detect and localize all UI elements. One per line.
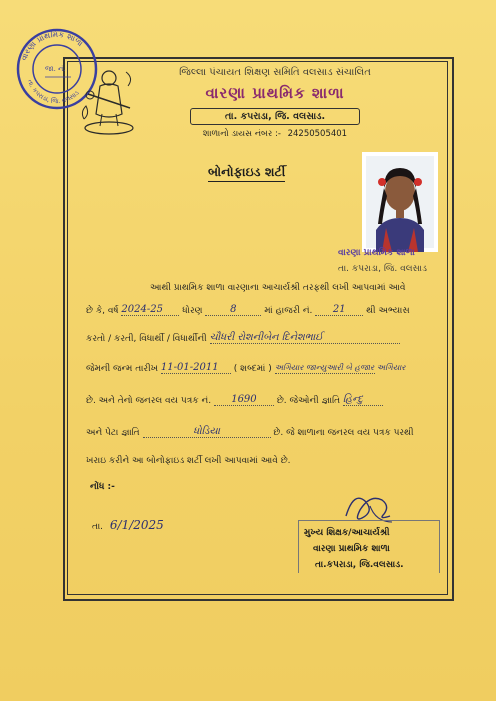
body-row-5 — [86, 426, 414, 438]
student-name-value: ચૌધરી રોશનીબેન દિનેશભાઈ — [209, 332, 323, 343]
standard-value: 8 — [230, 304, 237, 315]
body-row-4 — [86, 394, 383, 406]
svg-text:જા. નં.: જા. નં. — [45, 65, 66, 73]
row3-label-dob: જેમની જન્મ તારીખ — [86, 364, 159, 374]
school-address: તા. કપરાડા, જિ. વલસાડ. — [190, 108, 360, 125]
body-row-6: ખરાઇ કરીને આ બોનોફાઇડ શર્ટી લખી આપવામાં આવે છે. — [86, 456, 291, 466]
body-row-1 — [86, 304, 410, 316]
register-value: 1690 — [231, 394, 257, 405]
row5-label-register-ref: છે. જે શાળાના જનરલ વય પત્રક પરથી — [273, 428, 414, 438]
dise-number: 24250505401 — [287, 129, 348, 139]
signatory-title: મુખ્ય શિક્ષક/આચાર્યશ્રી — [304, 528, 390, 538]
row4-label-register: છે. અને તેનો જનરલ વય પત્રક નં. — [86, 396, 212, 406]
row2-label-student: કરતો / કરતી, વિધાર્થી / વિધાર્થીની — [86, 334, 207, 344]
photo-stamp-line1: વારણા પ્રાથમિક શાળા — [338, 248, 415, 258]
row3-label-words: ( શબ્દમાં ) — [233, 364, 272, 374]
row1-label-roll: માં હાજરી નં. — [264, 306, 313, 316]
svg-text:તા. કપરાડા, જિ. વલસાડ: તા. કપરાડા, જિ. વલસાડ — [25, 78, 81, 106]
row1-label-year: છે કે, વર્ષ — [86, 306, 119, 316]
row1-label-standard: ધોરણ — [182, 306, 203, 316]
student-photo — [362, 152, 438, 252]
row4-label-caste: છે. જેઓની જ્ઞાતિ — [276, 396, 341, 406]
roll-value: 21 — [332, 304, 346, 315]
dob-value: 11-01-2011 — [160, 362, 219, 373]
row1-label-study: થી અભ્યાસ — [366, 306, 410, 316]
year-value: 2024-25 — [121, 304, 163, 315]
signatory-school: વારણા પ્રાથમિક શાળા — [313, 544, 390, 554]
date-value: 6/1/2025 — [109, 518, 164, 532]
caste-value: હિન્દુ — [342, 394, 363, 405]
school-name: વારણા પ્રાથમિક શાળા — [205, 84, 345, 102]
body-row-3 — [86, 362, 406, 374]
saraswati-emblem-icon — [78, 64, 140, 136]
dise-label: શાળાનો ડાયસ નંબર :- — [202, 129, 281, 139]
intro-line: આથી પ્રાથમિક શાળા વારણાના આચાર્યશ્રી તરફથી લખી આપવામાં આવે — [150, 283, 406, 293]
photo-stamp-line2: તા. કપરાડા, જિ. વલસાડ — [338, 264, 427, 274]
row5-label-subcaste: અને પેટા જ્ઞાતિ — [86, 428, 140, 438]
note-label: નોંધ :- — [90, 482, 115, 492]
certificate-title: બોનોફાઇડ શર્ટી — [208, 164, 285, 182]
header-line1: જિલ્લા પંચાયત શિક્ષણ સમિતિ વલસાડ સંચાલિત — [179, 67, 371, 78]
body-row-2 — [86, 332, 400, 344]
dise-line — [150, 129, 400, 139]
date-label: તા. — [92, 522, 104, 532]
signatory-address: તા.કપરાડા, જિ.વલસાડ. — [315, 560, 404, 570]
date-row — [92, 518, 164, 532]
svg-text:વારણા પ્રાથમિક શાળા: વારણા પ્રાથમિક શાળા — [19, 29, 85, 62]
dob-words-value: અગિયાર જાન્યુઆરી બે હજાર અગિયાર — [274, 363, 406, 372]
subcaste-value: ધોડિયા — [193, 426, 220, 437]
